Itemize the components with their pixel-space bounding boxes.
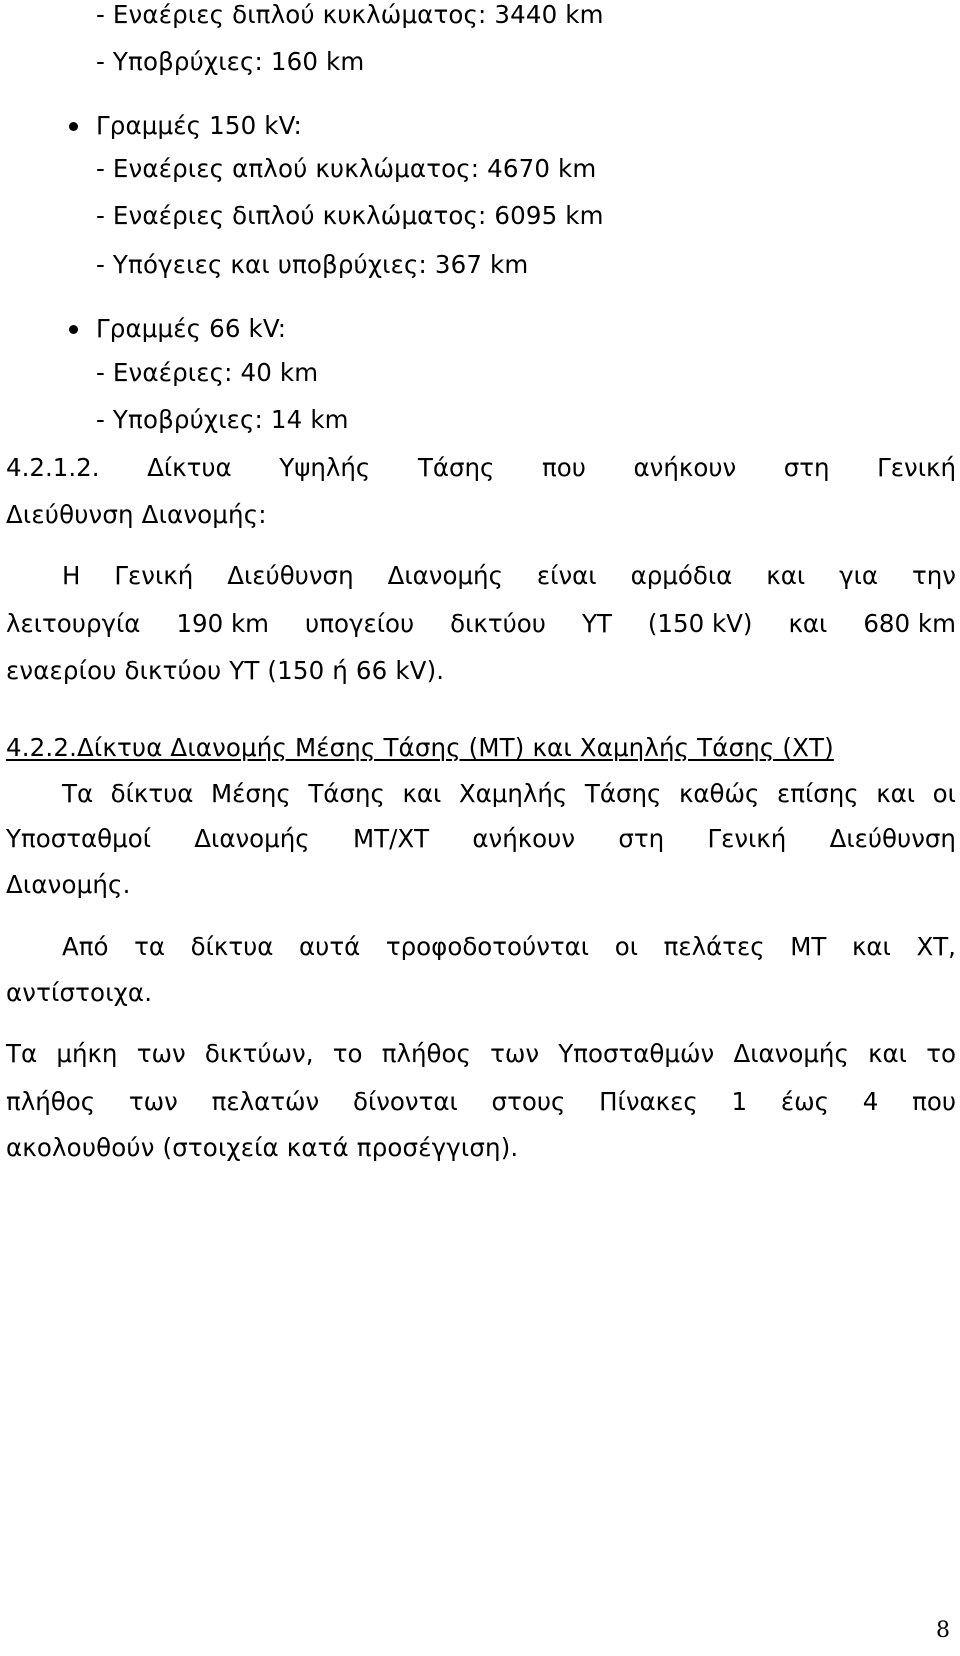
word: των <box>490 1039 540 1068</box>
word: 680 km <box>863 609 956 638</box>
word: δικτύων, <box>204 1039 314 1068</box>
list-item: - Υποβρύχιες: 14 km <box>96 405 349 434</box>
word: Υποσταθμών <box>558 1039 715 1068</box>
word: Χαμηλής <box>458 779 568 808</box>
word: Τα <box>6 1039 38 1068</box>
word: ΜΤ/ΧΤ <box>352 824 430 853</box>
section-heading: 4.2.2.Δίκτυα Διανομής Μέσης Τάσης (ΜΤ) και Χαμηλής Τάσης (ΧΤ) <box>6 733 834 762</box>
paragraph-line: Διανομής. <box>6 870 131 899</box>
paragraph-line: ακολουθούν (στοιχεία κατά προσέγγιση). <box>6 1133 519 1162</box>
section-heading-continued: Διεύθυνση Διανομής: <box>6 500 267 529</box>
heading-word: Τάσης <box>417 453 495 482</box>
word: είναι <box>536 561 597 590</box>
word: υπογείου <box>305 609 415 638</box>
word: την <box>912 561 956 590</box>
word: Μέσης <box>210 779 291 808</box>
word: και <box>788 609 828 638</box>
word: δίκτυα <box>110 779 194 808</box>
heading-word: 4.2.1.2. <box>6 453 100 482</box>
list-item: - Εναέριες απλού κυκλώματος: 4670 km <box>96 154 597 183</box>
word: των <box>136 1039 186 1068</box>
word: Διανομής <box>733 1039 849 1068</box>
word: Γενική <box>114 561 194 590</box>
list-item: - Εναέριες διπλού κυκλώματος: 6095 km <box>96 201 604 230</box>
word: δίνονται <box>352 1087 458 1116</box>
word: Πίνακες <box>599 1087 698 1116</box>
word: στους <box>491 1087 566 1116</box>
page-number: 8 <box>936 1618 950 1643</box>
list-item: - Εναέριες διπλού κυκλώματος: 3440 km <box>96 0 604 29</box>
word: αυτά <box>299 932 361 961</box>
word: πλήθος <box>6 1087 96 1116</box>
word: Γενική <box>707 824 787 853</box>
word: πελατών <box>211 1087 320 1116</box>
word: για <box>839 561 879 590</box>
list-item: - Υπόγειες και υποβρύχιες: 367 km <box>96 250 529 279</box>
word: ΧΤ, <box>916 932 956 961</box>
word: πελάτες <box>663 932 765 961</box>
word: επίσης <box>776 779 859 808</box>
word: 4 <box>862 1087 879 1116</box>
paragraph-line <box>62 561 956 591</box>
word: Διανομής <box>194 824 310 853</box>
word: (150 kV) <box>647 609 753 638</box>
word: και <box>868 1039 907 1068</box>
word: καθώς <box>678 779 760 808</box>
paragraph-line <box>62 932 956 962</box>
word: το <box>332 1039 363 1068</box>
paragraph-line: αντίστοιχα. <box>6 978 153 1007</box>
word: πλήθος <box>381 1039 471 1068</box>
word: έως <box>780 1087 829 1116</box>
word: Η <box>62 561 81 590</box>
section-heading <box>6 453 956 483</box>
word: δίκτυα <box>190 932 274 961</box>
word: Διανομής <box>387 561 503 590</box>
word: και <box>851 932 891 961</box>
list-item: - Εναέριες: 40 km <box>96 358 319 387</box>
word: οι <box>614 932 638 961</box>
word: ανήκουν <box>472 824 576 853</box>
word: στη <box>618 824 665 853</box>
word: που <box>912 1087 956 1116</box>
word: Τάσης <box>308 779 385 808</box>
list-item: - Υποβρύχιες: 160 km <box>96 47 365 76</box>
word: Τάσης <box>584 779 662 808</box>
heading-word: που <box>542 453 586 482</box>
paragraph-line <box>6 824 956 854</box>
heading-word: Υψηλής <box>279 453 371 482</box>
word: 1 <box>731 1087 748 1116</box>
word: τροφοδοτούνται <box>385 932 590 961</box>
word: λειτουργία <box>6 609 141 638</box>
heading-word: Γενική <box>877 453 956 482</box>
paragraph-line <box>6 1039 956 1069</box>
heading-word: Δίκτυα <box>147 453 232 482</box>
word: των <box>128 1087 178 1116</box>
word: ΥΤ <box>581 609 612 638</box>
bullet-icon <box>69 325 78 334</box>
word: 190 km <box>176 609 270 638</box>
paragraph-line <box>6 609 956 639</box>
paragraph-line: εναερίου δικτύου ΥΤ (150 ή 66 kV). <box>6 656 445 685</box>
paragraph-line <box>62 779 956 809</box>
word: και <box>402 779 442 808</box>
word: το <box>926 1039 956 1068</box>
word: και <box>766 561 806 590</box>
word: και <box>876 779 916 808</box>
paragraph-line <box>6 1087 956 1117</box>
word: Διεύθυνση <box>227 561 354 590</box>
word: ΜΤ <box>790 932 827 961</box>
word: αρμόδια <box>630 561 733 590</box>
word: Από <box>62 932 109 961</box>
heading-word: στη <box>783 453 830 482</box>
word: Τα <box>62 779 94 808</box>
word: μήκη <box>56 1039 118 1068</box>
heading-word: ανήκουν <box>633 453 737 482</box>
word: Διεύθυνση <box>829 824 956 853</box>
word: οι <box>932 779 956 808</box>
word: δικτύου <box>450 609 546 638</box>
bullet-icon <box>69 122 78 131</box>
list-heading: Γραμμές 66 kV: <box>96 314 287 343</box>
word: Υποσταθμοί <box>6 824 151 853</box>
word: τα <box>134 932 166 961</box>
list-heading: Γραμμές 150 kV: <box>96 111 302 140</box>
